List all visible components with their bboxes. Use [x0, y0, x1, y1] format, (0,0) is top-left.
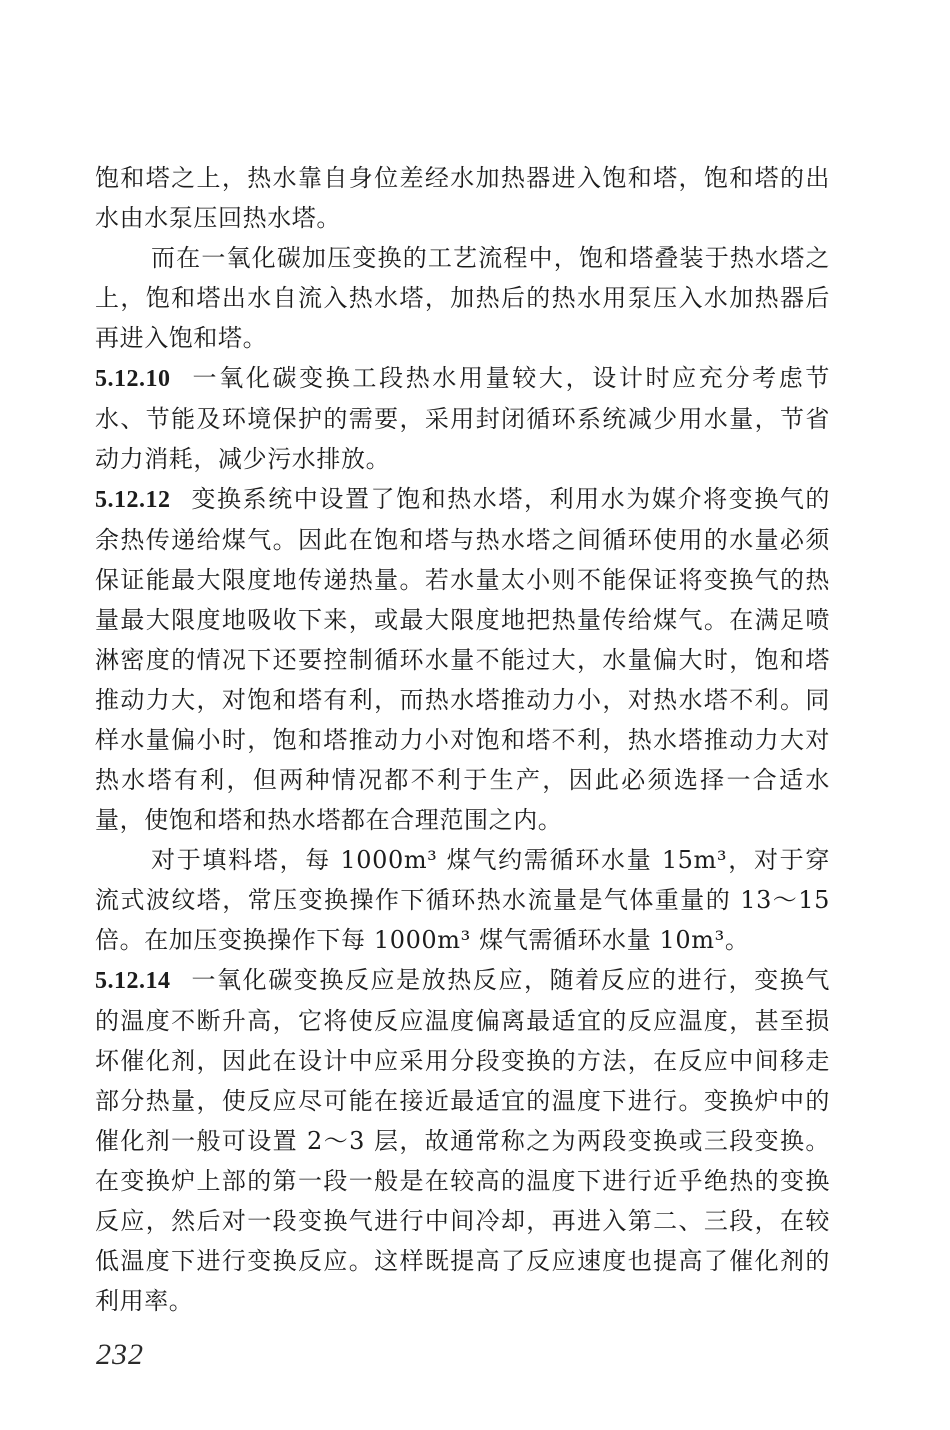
page-number: 232 — [96, 1338, 144, 1371]
clause-5-12-14 — [95, 960, 830, 1321]
paragraph — [95, 840, 830, 960]
clause-5-12-12 — [95, 479, 830, 840]
clause-text: 一氧化碳变换反应是放热反应，随着反应的进行，变换气的温度不断升高，它将使反应温度偏离最适宜的反应温度，甚至损坏催化剂，因此在设计中应采用分段变换的方法，在反应中间移走部分热量，使反应尽可能在接近最适宜的温度下进行。变换炉中的催化剂一般可设置 2～3 层，故通常称之为两段变换或三段变换。在变换炉上部的第一段一般是在较高的温度下进行近乎绝热的变换反应，然后对一段变换气进行中间冷却，再进入第二、三段，在较低温度下进行变换反应。这样既提高了反应速度也提高了催化剂的利用率。 — [95, 966, 830, 1315]
clause-text: 一氧化碳变换工段热水用量较大，设计时应充分考虑节水、节能及环境保护的需要，采用封闭循环系统减少用水量，节省动力消耗，减少污水排放。 — [95, 364, 830, 473]
clause-5-12-10 — [95, 358, 830, 479]
paragraph-text: 饱和塔之上，热水靠自身位差经水加热器进入饱和塔，饱和塔的出水由水泵压回热水塔。 — [95, 164, 830, 232]
body-text — [95, 158, 830, 1321]
clause-number: 5.12.12 — [95, 487, 171, 513]
clause-text: 变换系统中设置了饱和热水塔，利用水为媒介将变换气的余热传递给煤气。因此在饱和塔与热水塔之间循环使用的水量必须保证能最大限度地传递热量。若水量太小则不能保证将变换气的热量最大限度地吸收下来，或最大限度地把热量传给煤气。在满足喷淋密度的情况下还要控制循环水量不能过大，水量偏大时，饱和塔推动力大，对饱和塔有利，而热水塔推动力小，对热水塔不利。同样水量偏小时，饱和塔推动力小对饱和塔不利，热水塔推动力大对热水塔有利，但两种情况都不利于生产，因此必须选择一合适水量，使饱和塔和热水塔都在合理范围之内。 — [95, 485, 830, 834]
paragraph — [95, 158, 830, 238]
clause-number: 5.12.14 — [95, 968, 171, 994]
clause-number: 5.12.10 — [95, 366, 171, 392]
paragraph-text: 而在一氧化碳加压变换的工艺流程中，饱和塔叠装于热水塔之上，饱和塔出水自流入热水塔，加热后的热水用泵压入水加热器后再进入饱和塔。 — [95, 244, 830, 352]
paragraph — [95, 238, 830, 358]
paragraph-text: 对于填料塔，每 1000m³ 煤气约需循环水量 15m³，对于穿流式波纹塔，常压变换操作下循环热水流量是气体重量的 13～15 倍。在加压变换操作下每 1000m³ 煤气需循环水量 10m³。 — [95, 846, 830, 954]
